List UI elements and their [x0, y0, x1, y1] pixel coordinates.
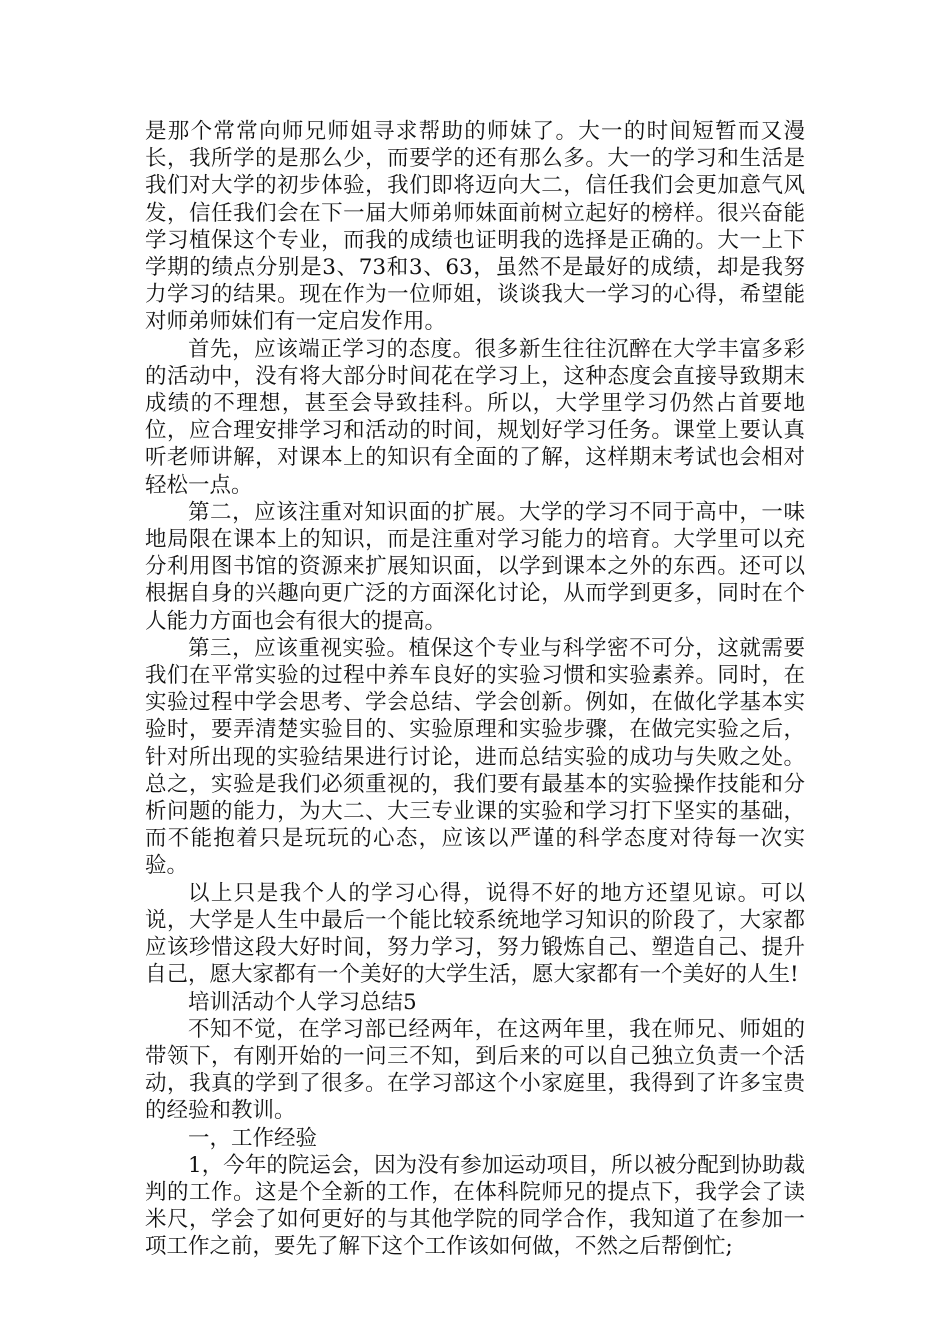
paragraph-sports-meet: 1，今年的院运会，因为没有参加运动项目，所以被分配到协助裁判的工作。这是个全新的工作，在体科院师兄的提点下，我学会了读米尺，学会了如何更好的与其他学院的同学合作，我知道了在参加一项工作之前，要先了解下这个工作该如何做，不然之后帮倒忙;	[145, 1152, 805, 1260]
paragraph-two-years: 不知不觉，在学习部已经两年，在这两年里，我在师兄、师姐的带领下，有刚开始的一问三不知，到后来的可以自己独立负责一个活动，我真的学到了很多。在学习部这个小家庭里，我得到了许多宝贵的经验和教训。	[145, 1016, 805, 1124]
paragraph-continued: 是那个常常向师兄师姐寻求帮助的师妹了。大一的时间短暂而又漫长，我所学的是那么少，而要学的还有那么多。大一的学习和生活是我们对大学的初步体验，我们即将迈向大二，信任我们会更加意气风发，信任我们会在下一届大师弟师妹面前树立起好的榜样。很兴奋能学习植保这个专业，而我的成绩也证明我的选择是正确的。大一上下学期的绩点分别是3、73和3、63，虽然不是最好的成绩，却是我努力学习的结果。现在作为一位师姐，谈谈我大一学习的心得，希望能对师弟师妹们有一定启发作用。	[145, 119, 805, 335]
paragraph-conclusion: 以上只是我个人的学习心得，说得不好的地方还望见谅。可以说，大学是人生中最后一个能比较系统地学习知识的阶段了，大家都应该珍惜这段大好时间，努力学习，努力锻炼自己、塑造自己、提升自己，愿大家都有一个美好的大学生活，愿大家都有一个美好的人生!	[145, 880, 805, 988]
paragraph-experiment: 第三，应该重视实验。植保这个专业与科学密不可分，这就需要我们在平常实验的过程中养车良好的实验习惯和实验素养。同时，在实验过程中学会思考、学会总结、学会创新。例如，在做化学基本实验时，要弄清楚实验目的、实验原理和实验步骤，在做完实验之后，针对所出现的实验结果进行讨论，进而总结实验的成功与失败之处。总之，实验是我们必须重视的，我们要有最基本的实验操作技能和分析问题的能力，为大二、大三专业课的实验和学习打下坚实的基础，而不能抱着只是玩玩的心态，应该以严谨的科学态度对待每一次实验。	[145, 635, 805, 879]
document-page	[145, 118, 805, 1261]
section-heading-summary-5: 培训活动个人学习总结5	[188, 989, 417, 1015]
paragraph-knowledge: 第二，应该注重对知识面的扩展。大学的学习不同于高中，一味地局限在课本上的知识，而是注重对学习能力的培育。大学里可以充分利用图书馆的资源来扩展知识面，以学到课本之外的东西。还可以根据自身的兴趣向更广泛的方面深化讨论，从而学到更多，同时在个人能力方面也会有很大的提高。	[145, 499, 805, 634]
paragraph-attitude: 首先，应该端正学习的态度。很多新生往往沉醉在大学丰富多彩的活动中，没有将大部分时间花在学习上，这种态度会直接导致期末成绩的不理想，甚至会导致挂科。所以，大学里学习仍然占首要地位，应合理安排学习和活动的时间，规划好学习任务。课堂上要认真听老师讲解，对课本上的知识有全面的了解，这样期末考试也会相对轻松一点。	[145, 336, 805, 498]
section-heading-work-experience: 一，工作经验	[188, 1125, 318, 1151]
